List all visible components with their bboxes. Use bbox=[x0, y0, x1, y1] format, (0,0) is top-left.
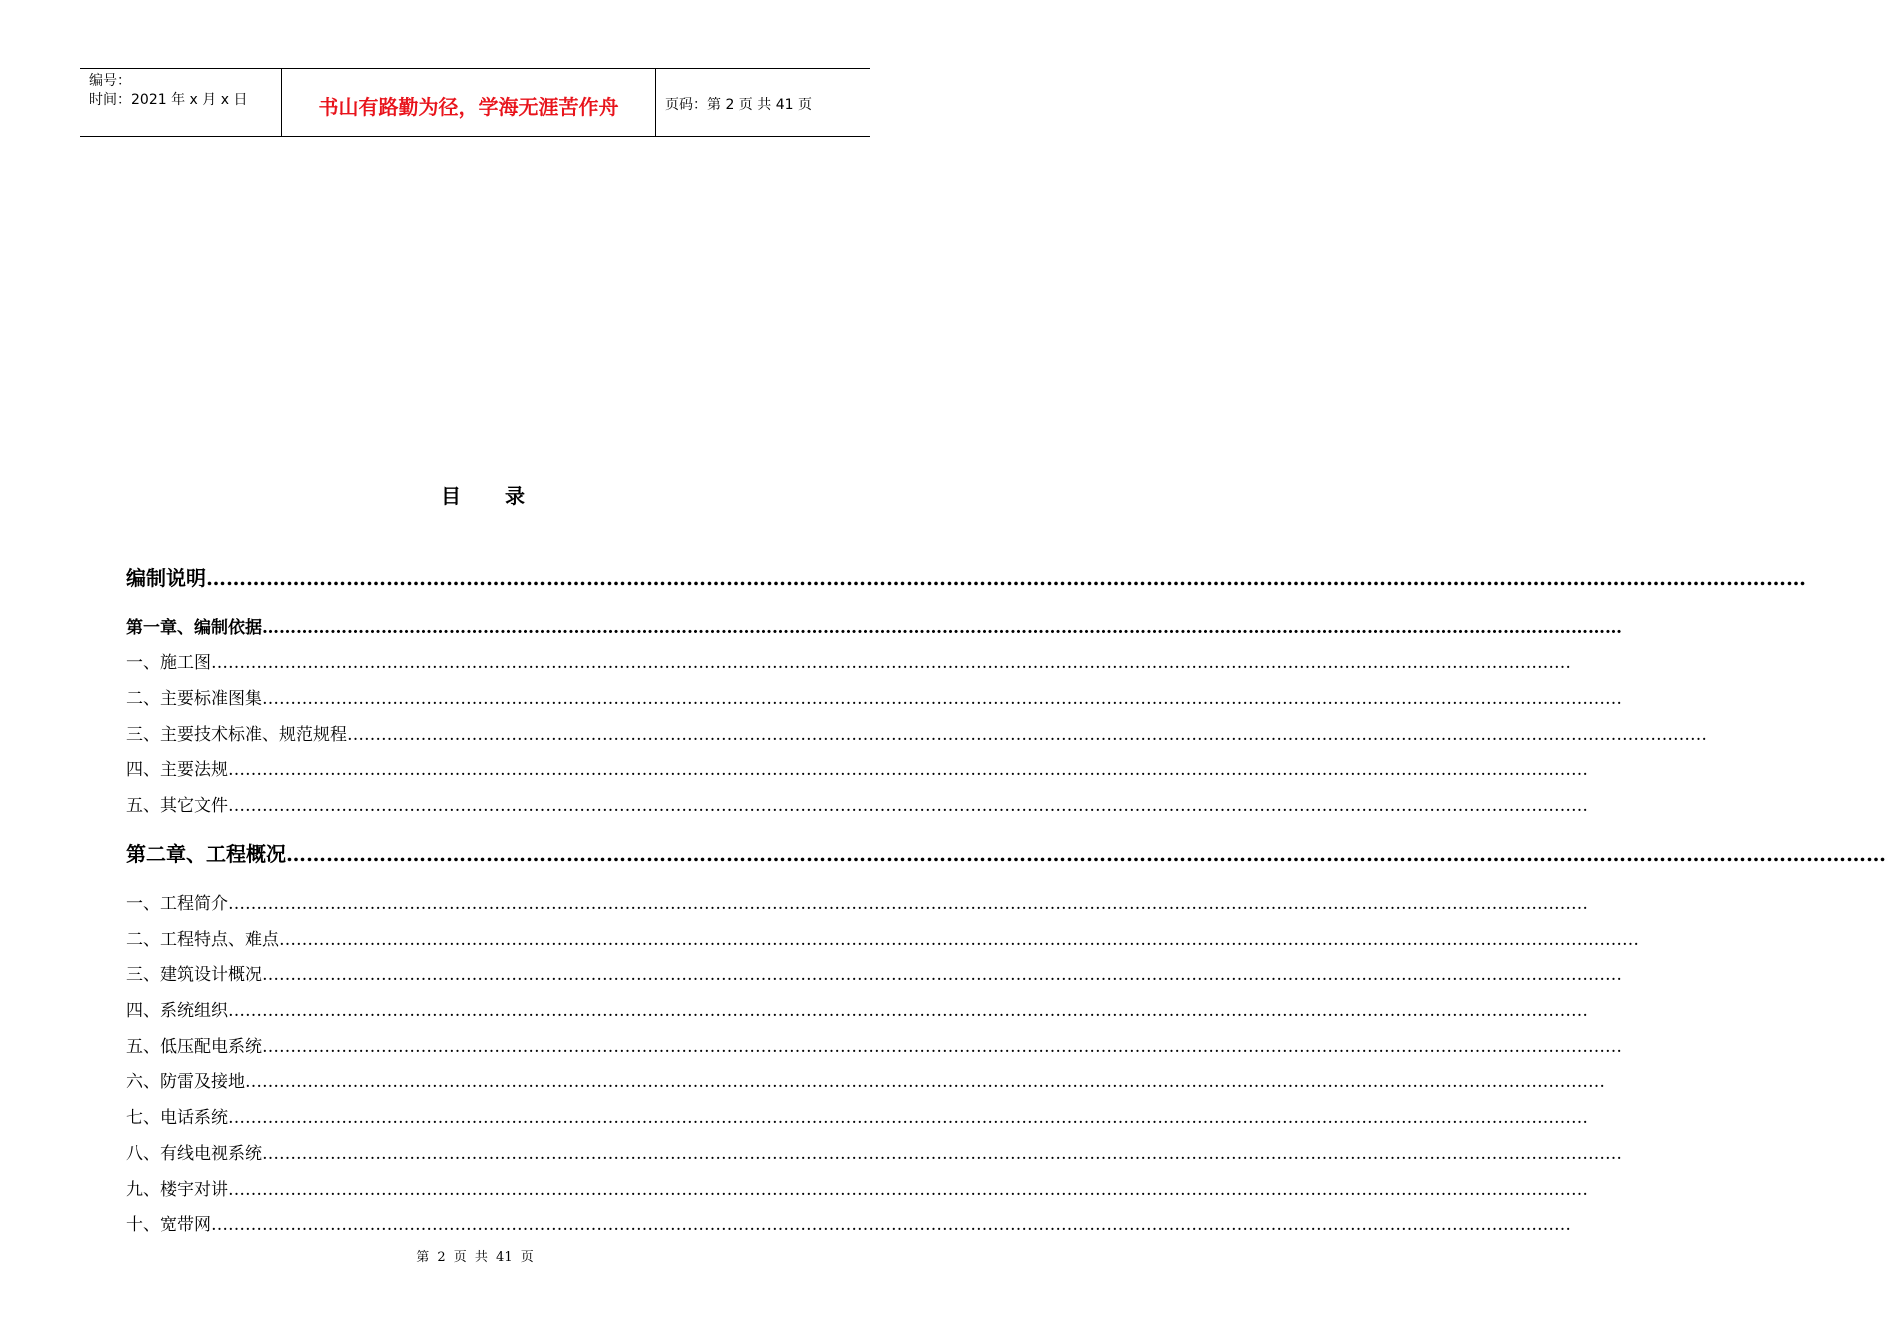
toc-entry-label: 第二章、工程概况 bbox=[126, 842, 286, 866]
toc-entry[interactable] bbox=[126, 960, 1622, 990]
toc-leader-dots: …………………………………………………………………………………………………………………………………………………………………………………………………………………… bbox=[228, 760, 1588, 780]
toc-entry-label: 二、工程特点、难点 bbox=[126, 930, 279, 950]
toc-entry-label: 四、主要法规 bbox=[126, 760, 228, 780]
toc-entry[interactable] bbox=[126, 1139, 1622, 1169]
toc-entry[interactable] bbox=[126, 1067, 1605, 1097]
toc-leader-dots: …………………………………………………………………………………………………………………………………………………………………………………………………………………… bbox=[286, 842, 1886, 866]
toc-leader-dots: …………………………………………………………………………………………………………………………………………………………………………………………………………………… bbox=[228, 796, 1588, 816]
toc-entry-label: 第一章、编制依据 bbox=[126, 618, 262, 638]
toc-entry[interactable] bbox=[126, 996, 1588, 1026]
toc-entry-label: 二、主要标准图集 bbox=[126, 689, 262, 709]
toc-entry[interactable] bbox=[126, 648, 1571, 678]
toc-entry-label: 四、系统组织 bbox=[126, 1001, 228, 1021]
toc-entry-label: 六、防雷及接地 bbox=[126, 1072, 245, 1092]
toc-entry[interactable] bbox=[126, 1175, 1588, 1205]
toc-entry-label: 五、其它文件 bbox=[126, 796, 228, 816]
header-motto-cell bbox=[281, 69, 656, 136]
toc-leader-dots: …………………………………………………………………………………………………………………………………………………………………………………………………………………… bbox=[245, 1072, 1605, 1092]
toc-leader-dots: …………………………………………………………………………………………………………………………………………………………………………………………………………………… bbox=[228, 1108, 1588, 1128]
toc-entry-label: 一、施工图 bbox=[126, 653, 211, 673]
toc-entry[interactable] bbox=[126, 839, 1886, 869]
header-meta bbox=[80, 69, 281, 136]
time-label: 时间：2021 年 x 月 x 日 bbox=[89, 92, 248, 108]
toc-entry-label: 八、有线电视系统 bbox=[126, 1144, 262, 1164]
toc-leader-dots: …………………………………………………………………………………………………………………………………………………………………………………………………………………… bbox=[228, 1001, 1588, 1021]
page-footer: 第 2 页 共 41 页 bbox=[416, 1250, 534, 1265]
toc-leader-dots: …………………………………………………………………………………………………………………………………………………………………………………………………………………… bbox=[211, 653, 1571, 673]
toc-entry[interactable] bbox=[126, 1032, 1622, 1062]
toc-entry[interactable] bbox=[126, 720, 1707, 750]
toc-title: 目录 bbox=[441, 484, 569, 508]
toc-entry-label: 三、建筑设计概况 bbox=[126, 965, 262, 985]
toc-leader-dots: …………………………………………………………………………………………………………………………………………………………………………………………………………………… bbox=[211, 1215, 1571, 1235]
toc-entry-label: 三、主要技术标准、规范规程 bbox=[126, 725, 347, 745]
toc-entry[interactable] bbox=[126, 1103, 1588, 1133]
toc-leader-dots: …………………………………………………………………………………………………………………………………………………………………………………………………………………… bbox=[262, 618, 1622, 638]
toc-entry[interactable] bbox=[126, 791, 1588, 821]
toc-leader-dots: …………………………………………………………………………………………………………………………………………………………………………………………………………………… bbox=[228, 1180, 1588, 1200]
toc-entry[interactable] bbox=[126, 613, 1622, 643]
toc-leader-dots: …………………………………………………………………………………………………………………………………………………………………………………………………………………… bbox=[347, 725, 1707, 745]
toc-entry-label: 五、低压配电系统 bbox=[126, 1037, 262, 1057]
toc-entry-label: 编制说明 bbox=[126, 566, 206, 590]
header-page-cell bbox=[655, 69, 870, 136]
toc-entry-label: 一、工程简介 bbox=[126, 894, 228, 914]
toc-entry[interactable] bbox=[126, 889, 1588, 919]
page-header bbox=[80, 68, 870, 137]
toc-entry[interactable] bbox=[126, 563, 1806, 593]
toc-leader-dots: …………………………………………………………………………………………………………………………………………………………………………………………………………………… bbox=[262, 965, 1622, 985]
motto-text: 书山有路勤为径，学海无涯苦作舟 bbox=[318, 95, 619, 119]
toc-leader-dots: …………………………………………………………………………………………………………………………………………………………………………………………………………………… bbox=[206, 566, 1806, 590]
toc-entry-label: 十、宽带网 bbox=[126, 1215, 211, 1235]
toc-entry[interactable] bbox=[126, 684, 1622, 714]
toc-entry[interactable] bbox=[126, 755, 1588, 785]
toc-entry[interactable] bbox=[126, 925, 1639, 955]
toc-leader-dots: …………………………………………………………………………………………………………………………………………………………………………………………………………………… bbox=[262, 1037, 1622, 1057]
page-info: 页码：第 2 页 共 41 页 bbox=[665, 97, 812, 113]
toc-entry[interactable] bbox=[126, 1210, 1571, 1240]
toc-leader-dots: …………………………………………………………………………………………………………………………………………………………………………………………………………………… bbox=[279, 930, 1639, 950]
toc-entry-label: 九、楼宇对讲 bbox=[126, 1180, 228, 1200]
number-label: 编号： bbox=[89, 73, 131, 89]
toc-leader-dots: …………………………………………………………………………………………………………………………………………………………………………………………………………………… bbox=[262, 1144, 1622, 1164]
toc-leader-dots: …………………………………………………………………………………………………………………………………………………………………………………………………………………… bbox=[228, 894, 1588, 914]
toc-leader-dots: …………………………………………………………………………………………………………………………………………………………………………………………………………………… bbox=[262, 689, 1622, 709]
toc-entry-label: 七、电话系统 bbox=[126, 1108, 228, 1128]
